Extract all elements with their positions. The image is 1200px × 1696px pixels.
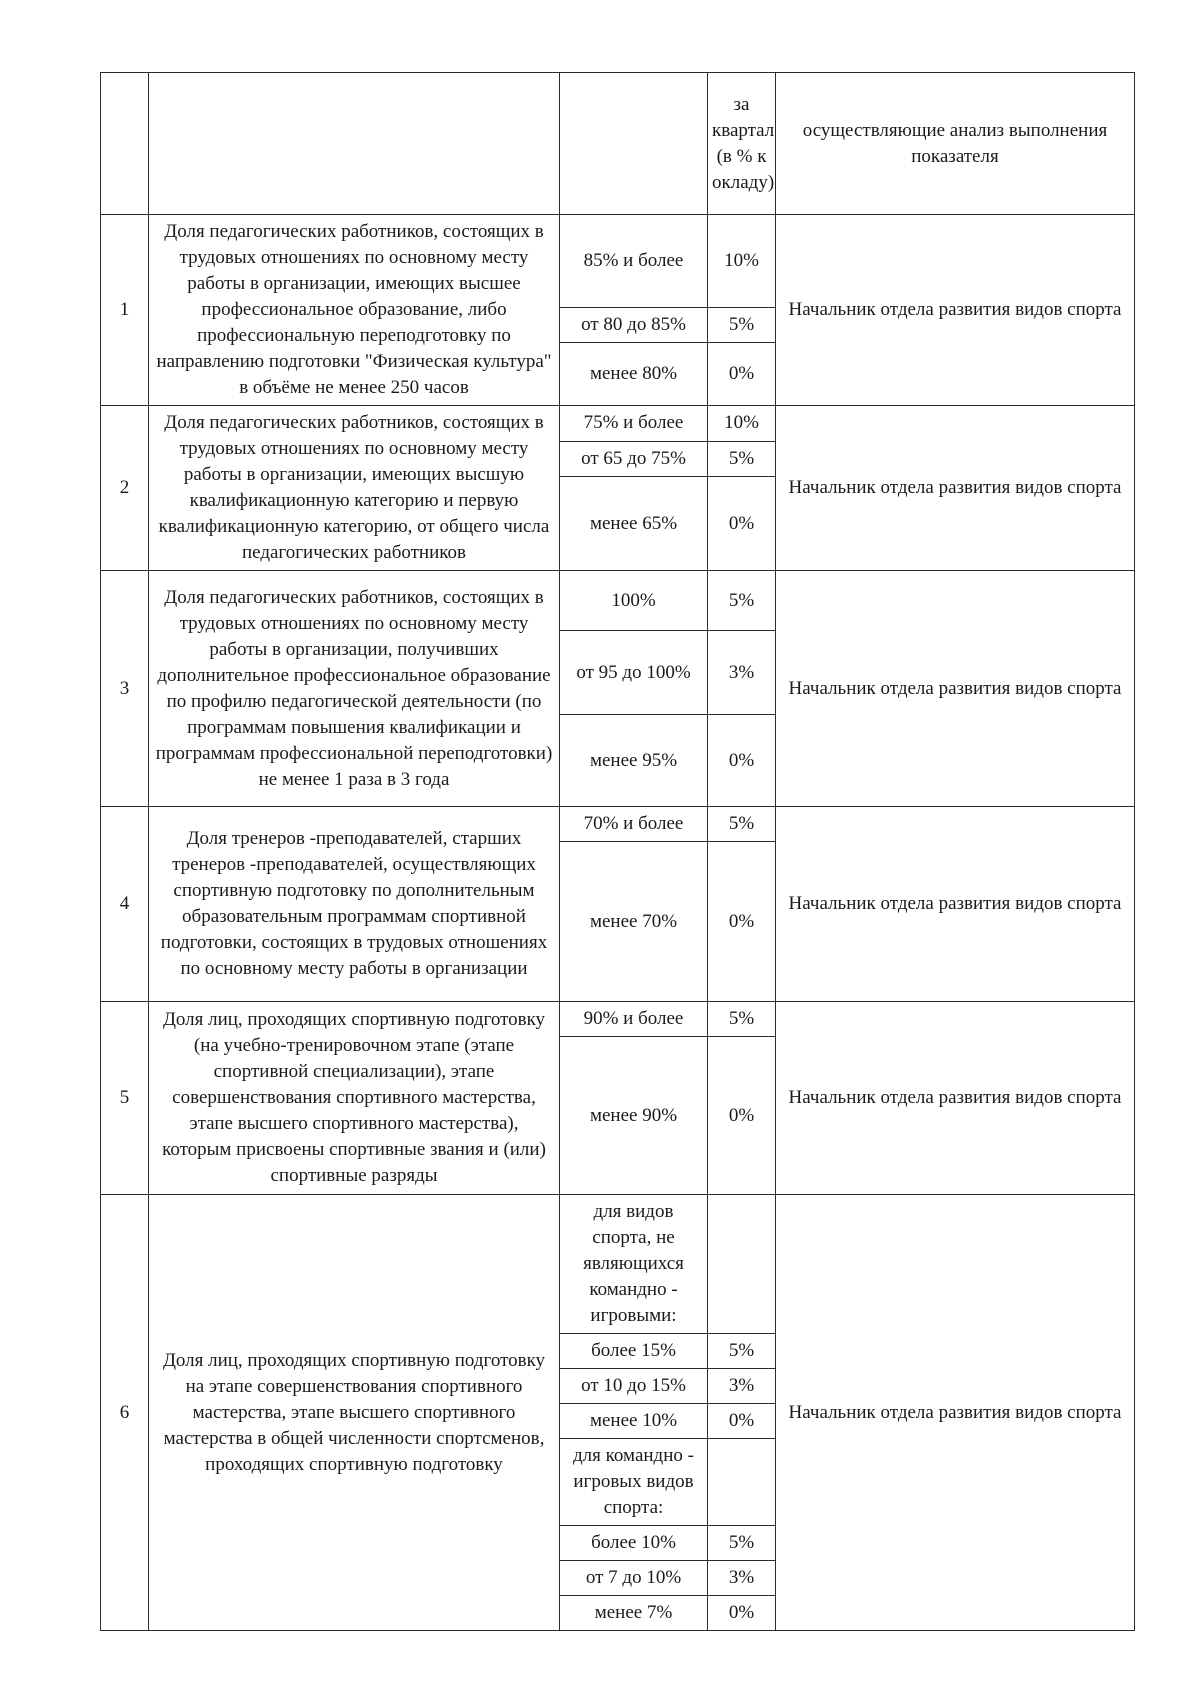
condition-percent: 0% [708, 1596, 776, 1631]
responsible-cell: Начальник отдела развития видов спорта [776, 807, 1135, 1002]
condition-value: более 10% [560, 1526, 708, 1561]
indicator-text: Доля лиц, проходящих спортивную подготовку (на учебно-тренировочном этапе (этапе спортивной специализации), этапе совершенствования спортивного мастерства, этапе высшего спортивного мастерства), которым присвоены спортивные звания и (или) спортивные разряды [149, 1002, 560, 1195]
condition-percent: 5% [708, 307, 776, 342]
indicator-text: Доля лиц, проходящих спортивную подготовку на этапе совершенствования спортивного мастерства, этапе высшего спортивного мастерства в общей численности спортсменов, проходящих спортивную подготовку [149, 1195, 560, 1631]
condition-value: 75% и более [560, 406, 708, 442]
header-empty-number [101, 73, 149, 215]
condition-percent: 0% [708, 715, 776, 807]
header-empty-indicator [149, 73, 560, 215]
condition-value: 100% [560, 571, 708, 631]
header-row [101, 73, 1135, 215]
table-row [101, 215, 1135, 308]
header-responsible-cell: осуществляющие анализ выполнения показателя [776, 73, 1135, 215]
condition-percent: 5% [708, 1002, 776, 1037]
responsible-cell: Начальник отдела развития видов спорта [776, 406, 1135, 571]
responsible-cell: Начальник отдела развития видов спорта [776, 1195, 1135, 1631]
condition-percent: 3% [708, 1369, 776, 1404]
condition-value: менее 65% [560, 477, 708, 571]
table-row [101, 571, 1135, 631]
condition-value: от 80 до 85% [560, 307, 708, 342]
row-number: 6 [101, 1195, 149, 1631]
condition-value: менее 70% [560, 842, 708, 1002]
condition-value: более 15% [560, 1334, 708, 1369]
responsible-cell: Начальник отдела развития видов спорта [776, 215, 1135, 406]
indicator-text: Доля педагогических работников, состоящих в трудовых отношениях по основному месту работы в организации, имеющих высшую квалификационную категорию и первую квалификационную категорию, от общего числа педагогических работников [149, 406, 560, 571]
condition-percent: 10% [708, 406, 776, 442]
empty-percent-cell [708, 1439, 776, 1526]
header-period-cell: за квартал (в % к окладу) [708, 73, 776, 215]
condition-percent: 0% [708, 343, 776, 406]
responsible-cell: Начальник отдела развития видов спорта [776, 571, 1135, 807]
condition-value: 70% и более [560, 807, 708, 842]
condition-value: 90% и более [560, 1002, 708, 1037]
table-row [101, 1195, 1135, 1334]
row-number: 3 [101, 571, 149, 807]
row-number: 5 [101, 1002, 149, 1195]
empty-percent-cell [708, 1195, 776, 1334]
header-empty-value [560, 73, 708, 215]
criteria-table [100, 72, 1135, 1631]
condition-percent: 0% [708, 1037, 776, 1195]
indicator-text: Доля педагогических работников, состоящих в трудовых отношениях по основному месту работы в организации, получивших дополнительное профессиональное образование по профилю педагогической деятельности (по программам повышения квалификации и программам профессиональной переподготовки) не менее 1 раза в 3 года [149, 571, 560, 807]
condition-percent: 3% [708, 631, 776, 715]
condition-percent: 10% [708, 215, 776, 308]
row-number: 4 [101, 807, 149, 1002]
condition-percent: 0% [708, 477, 776, 571]
condition-value: менее 80% [560, 343, 708, 406]
condition-value: от 65 до 75% [560, 441, 708, 477]
responsible-cell: Начальник отдела развития видов спорта [776, 1002, 1135, 1195]
table-row [101, 1002, 1135, 1037]
row-number: 1 [101, 215, 149, 406]
row-number: 2 [101, 406, 149, 571]
table-row [101, 807, 1135, 842]
indicator-text: Доля педагогических работников, состоящих в трудовых отношениях по основному месту работы в организации, имеющих высшее профессиональное образование, либо профессиональную переподготовку по направлению подготовки "Физическая культура" в объёме не менее 250 часов [149, 215, 560, 406]
condition-value: менее 10% [560, 1404, 708, 1439]
sport-group-label: для видов спорта, не являющихся командно - игровыми: [560, 1195, 708, 1334]
condition-percent: 5% [708, 807, 776, 842]
condition-value: менее 95% [560, 715, 708, 807]
condition-percent: 5% [708, 1526, 776, 1561]
condition-percent: 0% [708, 842, 776, 1002]
condition-value: менее 90% [560, 1037, 708, 1195]
condition-percent: 3% [708, 1561, 776, 1596]
condition-value: от 95 до 100% [560, 631, 708, 715]
condition-percent: 5% [708, 1334, 776, 1369]
condition-value: менее 7% [560, 1596, 708, 1631]
condition-value: от 7 до 10% [560, 1561, 708, 1596]
condition-value: от 10 до 15% [560, 1369, 708, 1404]
condition-percent: 5% [708, 441, 776, 477]
sport-group-label: для командно - игровых видов спорта: [560, 1439, 708, 1526]
table-row [101, 406, 1135, 442]
condition-percent: 5% [708, 571, 776, 631]
condition-percent: 0% [708, 1404, 776, 1439]
condition-value: 85% и более [560, 215, 708, 308]
indicator-text: Доля тренеров -преподавателей, старших тренеров -преподавателей, осуществляющих спортивную подготовку по дополнительным образовательным программам спортивной подготовки, состоящих в трудовых отношениях по основному месту работы в организации [149, 807, 560, 1002]
